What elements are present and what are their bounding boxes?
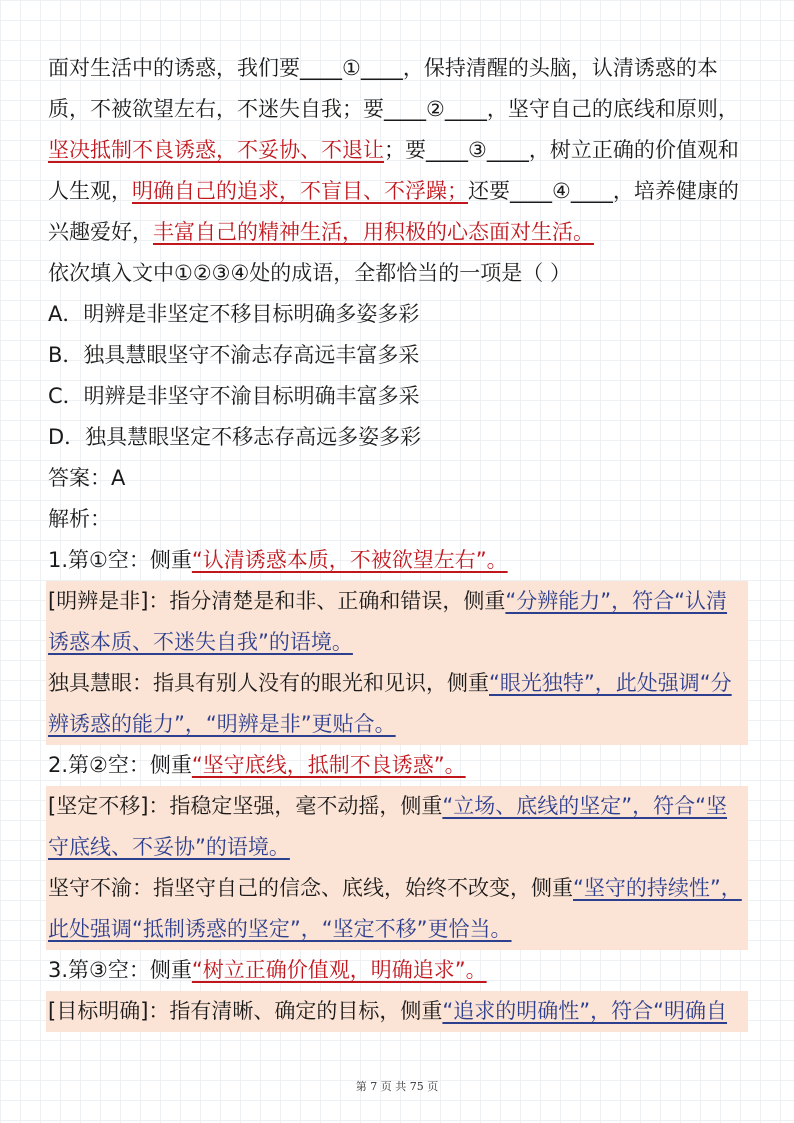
passage-text: ，培养健康的兴趣爱好， <box>48 179 739 244</box>
highlight-red: 坚决抵制不良诱惑，不妥协、不退让 <box>48 138 384 162</box>
passage-text: 还要 <box>468 179 510 203</box>
blank-2: ____②____ <box>384 97 487 121</box>
blank-3: ____③____ <box>426 138 529 162</box>
highlight-blue: “坚守的持续性”，此处强调“抵制诱惑的坚定”，“坚定不移”更恰当。 <box>48 876 742 941</box>
idiom-explanation <box>48 868 744 950</box>
highlight-blue: “分辨能力”，符合“认清诱惑本质、不迷失自我”的语境。 <box>48 589 728 654</box>
step-label: 2.第②空：侧重 <box>48 753 192 777</box>
idiom-explanation <box>48 663 744 745</box>
highlight-red: 丰富自己的精神生活，用积极的心态面对生活。 <box>153 220 594 244</box>
highlight-blue: “立场、底线的坚定”，符合“坚守底线、不妥协”的语境。 <box>48 794 728 859</box>
blank-4: ____④____ <box>510 179 613 203</box>
passage-text: ，坚守自己的底线和原则， <box>486 97 739 121</box>
blank-1: ____①____ <box>300 56 403 80</box>
analysis-step-3 <box>48 950 748 991</box>
idiom-explanation <box>48 991 744 1032</box>
explanation-text: [明辨是非]：指分清楚是和非、正确和错误，侧重 <box>48 589 506 613</box>
analysis-box-1 <box>46 581 748 745</box>
analysis-box-2 <box>46 786 748 950</box>
passage-text: ；要 <box>384 138 426 162</box>
highlight-blue: “追求的明确性”，符合“明确自 <box>442 999 728 1023</box>
analysis-label: 解析： <box>48 507 111 531</box>
question-passage <box>48 48 748 253</box>
idiom-explanation <box>48 581 744 663</box>
analysis-box-3 <box>46 991 748 1032</box>
passage-text: ，保持清醒的头脑，认清诱惑的本质，不被欲望左右，不迷失自我；要 <box>48 56 718 121</box>
option-c: C．明辨是非坚守不渝目标明确丰富多采 <box>48 384 420 408</box>
explanation-text: [坚定不移]：指稳定坚强，毫不动摇，侧重 <box>48 794 443 818</box>
highlight-red: 明确自己的追求，不盲目、不浮躁； <box>132 179 468 203</box>
step-label: 3.第③空：侧重 <box>48 958 192 982</box>
passage-text: 面对生活中的诱惑，我们要 <box>48 56 300 80</box>
highlight-red: “树立正确价值观，明确追求”。 <box>191 958 487 982</box>
explanation-text: 独具慧眼：指具有别人没有的眼光和见识，侧重 <box>48 671 489 695</box>
highlight-red: “坚守底线，抵制不良诱惑”。 <box>191 753 466 777</box>
option-b: B．独具慧眼坚守不渝志存高远丰富多采 <box>48 343 420 367</box>
option-d: D．独具慧眼坚定不移志存高远多姿多彩 <box>48 425 422 449</box>
document-body <box>48 48 748 1032</box>
question-prompt: 依次填入文中①②③④处的成语，全都恰当的一项是（ ） <box>48 261 571 285</box>
passage-text: ，树立正确的价值观和人生观， <box>48 138 739 203</box>
page-footer: 第 7 页 共 75 页 <box>355 1080 439 1093</box>
highlight-blue: “眼光独特”，此处强调“分辨诱惑的能力”，“明辨是非”更贴合。 <box>48 671 732 736</box>
analysis-step-1 <box>48 540 748 581</box>
analysis-step-2 <box>48 745 748 786</box>
step-label: 1.第①空：侧重 <box>48 548 192 572</box>
answer: 答案：A <box>48 466 126 490</box>
explanation-text: 坚守不渝：指坚守自己的信念、底线，始终不改变，侧重 <box>48 876 573 900</box>
idiom-explanation <box>48 786 744 868</box>
highlight-red: “认清诱惑本质，不被欲望左右”。 <box>191 548 508 572</box>
option-a: A．明辨是非坚定不移目标明确多姿多彩 <box>48 302 420 326</box>
explanation-text: [目标明确]：指有清晰、确定的目标，侧重 <box>48 999 443 1023</box>
